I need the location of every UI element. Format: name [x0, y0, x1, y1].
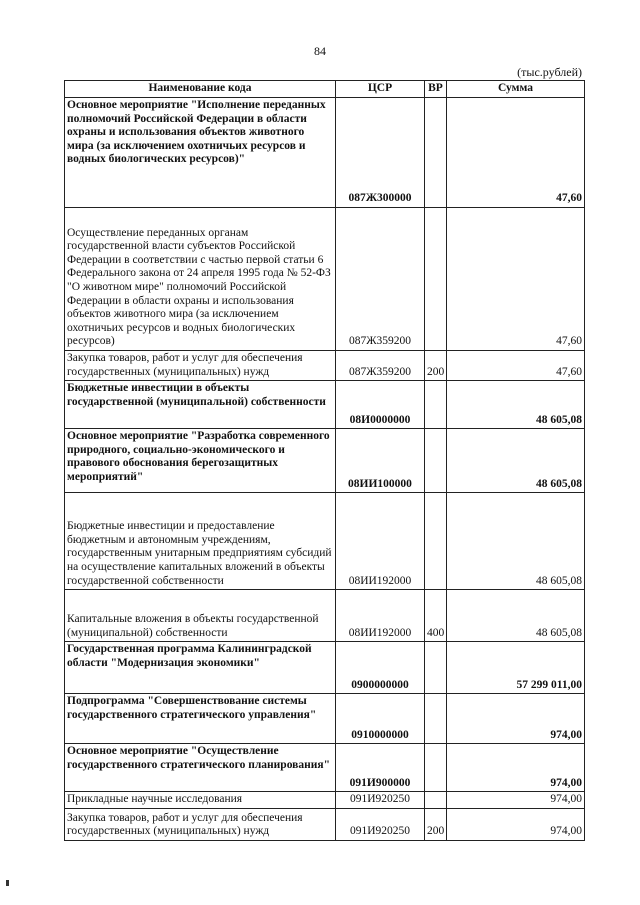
table-row	[65, 694, 585, 744]
row-sum: 974,00	[447, 792, 585, 809]
row-vr: 200	[425, 808, 447, 840]
row-sum: 974,00	[447, 744, 585, 792]
row-sum: 974,00	[447, 808, 585, 840]
table-row	[65, 590, 585, 642]
header-vr: ВР	[425, 81, 447, 98]
row-name: Государственная программа Калининградской области "Модернизация экономики"	[65, 642, 336, 694]
table-row	[65, 208, 585, 351]
table-row	[65, 808, 585, 840]
row-sum: 47,60	[447, 351, 585, 381]
row-sum: 57 299 011,00	[447, 642, 585, 694]
row-vr	[425, 381, 447, 429]
row-csr: 08ИИ192000	[336, 493, 425, 590]
header-name: Наименование кода	[65, 81, 336, 98]
row-sum: 974,00	[447, 694, 585, 744]
row-name: Подпрограмма "Совершенствование системы государственного стратегического управления"	[65, 694, 336, 744]
row-csr: 091И900000	[336, 744, 425, 792]
row-name: Бюджетные инвестиции и предоставление бюджетным и автономным учреждениям, государственным унитарным предприятиям субсидий на осуществление капитальных вложений в объекты государственной собственности	[65, 493, 336, 590]
row-csr: 087Ж359200	[336, 208, 425, 351]
table-row	[65, 642, 585, 694]
row-sum: 47,60	[447, 98, 585, 208]
row-sum: 48 605,08	[447, 381, 585, 429]
row-name: Бюджетные инвестиции в объекты государственной (муниципальной) собственности	[65, 381, 336, 429]
row-csr: 0900000000	[336, 642, 425, 694]
row-vr	[425, 792, 447, 809]
table-row	[65, 429, 585, 493]
table-row	[65, 351, 585, 381]
table-row	[65, 381, 585, 429]
row-vr	[425, 208, 447, 351]
row-csr: 087Ж300000	[336, 98, 425, 208]
row-vr	[425, 493, 447, 590]
table-row	[65, 493, 585, 590]
row-csr: 08ИИ192000	[336, 590, 425, 642]
table-header-row	[65, 81, 585, 98]
units-label: (тыс.рублей)	[517, 65, 582, 79]
row-csr: 091И920250	[336, 792, 425, 809]
row-vr	[425, 694, 447, 744]
row-name: Закупка товаров, работ и услуг для обеспечения государственных (муниципальных) нужд	[65, 351, 336, 381]
row-vr	[425, 744, 447, 792]
page-number: 84	[314, 44, 326, 58]
row-name: Основное мероприятие "Осуществление государственного стратегического планирования"	[65, 744, 336, 792]
row-csr: 08ИИ100000	[336, 429, 425, 493]
header-csr: ЦСР	[336, 81, 425, 98]
row-name: Закупка товаров, работ и услуг для обеспечения государственных (муниципальных) нужд	[65, 808, 336, 840]
table-row	[65, 792, 585, 809]
row-name: Основное мероприятие "Исполнение переданных полномочий Российской Федерации в области охраны и использования объектов животного мира (за исключением охотничьих ресурсов и водных биологических ресурсов)"	[65, 98, 336, 208]
budget-table	[64, 80, 585, 841]
row-vr: 400	[425, 590, 447, 642]
row-vr	[425, 642, 447, 694]
row-csr: 087Ж359200	[336, 351, 425, 381]
row-name: Осуществление переданных органам государственной власти субъектов Российской Федерации в соответствии с частью первой статьи 6 Федерального закона от 24 апреля 1995 года № 52-ФЗ "О животном мире" полномочий Российской Федерации в области охраны и использования объектов животного мира (за исключением охотничьих ресурсов и водных биологических ресурсов)	[65, 208, 336, 351]
row-csr: 091И920250	[336, 808, 425, 840]
row-sum: 48 605,08	[447, 493, 585, 590]
margin-mark	[6, 880, 9, 886]
row-name: Прикладные научные исследования	[65, 792, 336, 809]
table-row	[65, 744, 585, 792]
row-csr: 08И0000000	[336, 381, 425, 429]
row-sum: 48 605,08	[447, 429, 585, 493]
row-name: Основное мероприятие "Разработка современного природного, социально-экономического и правового обоснования берегозащитных мероприятий"	[65, 429, 336, 493]
row-name: Капитальные вложения в объекты государственной (муниципальной) собственности	[65, 590, 336, 642]
row-vr	[425, 429, 447, 493]
row-vr	[425, 98, 447, 208]
row-vr: 200	[425, 351, 447, 381]
row-sum: 47,60	[447, 208, 585, 351]
row-sum: 48 605,08	[447, 590, 585, 642]
header-sum: Сумма	[447, 81, 585, 98]
table-row	[65, 98, 585, 208]
row-csr: 0910000000	[336, 694, 425, 744]
